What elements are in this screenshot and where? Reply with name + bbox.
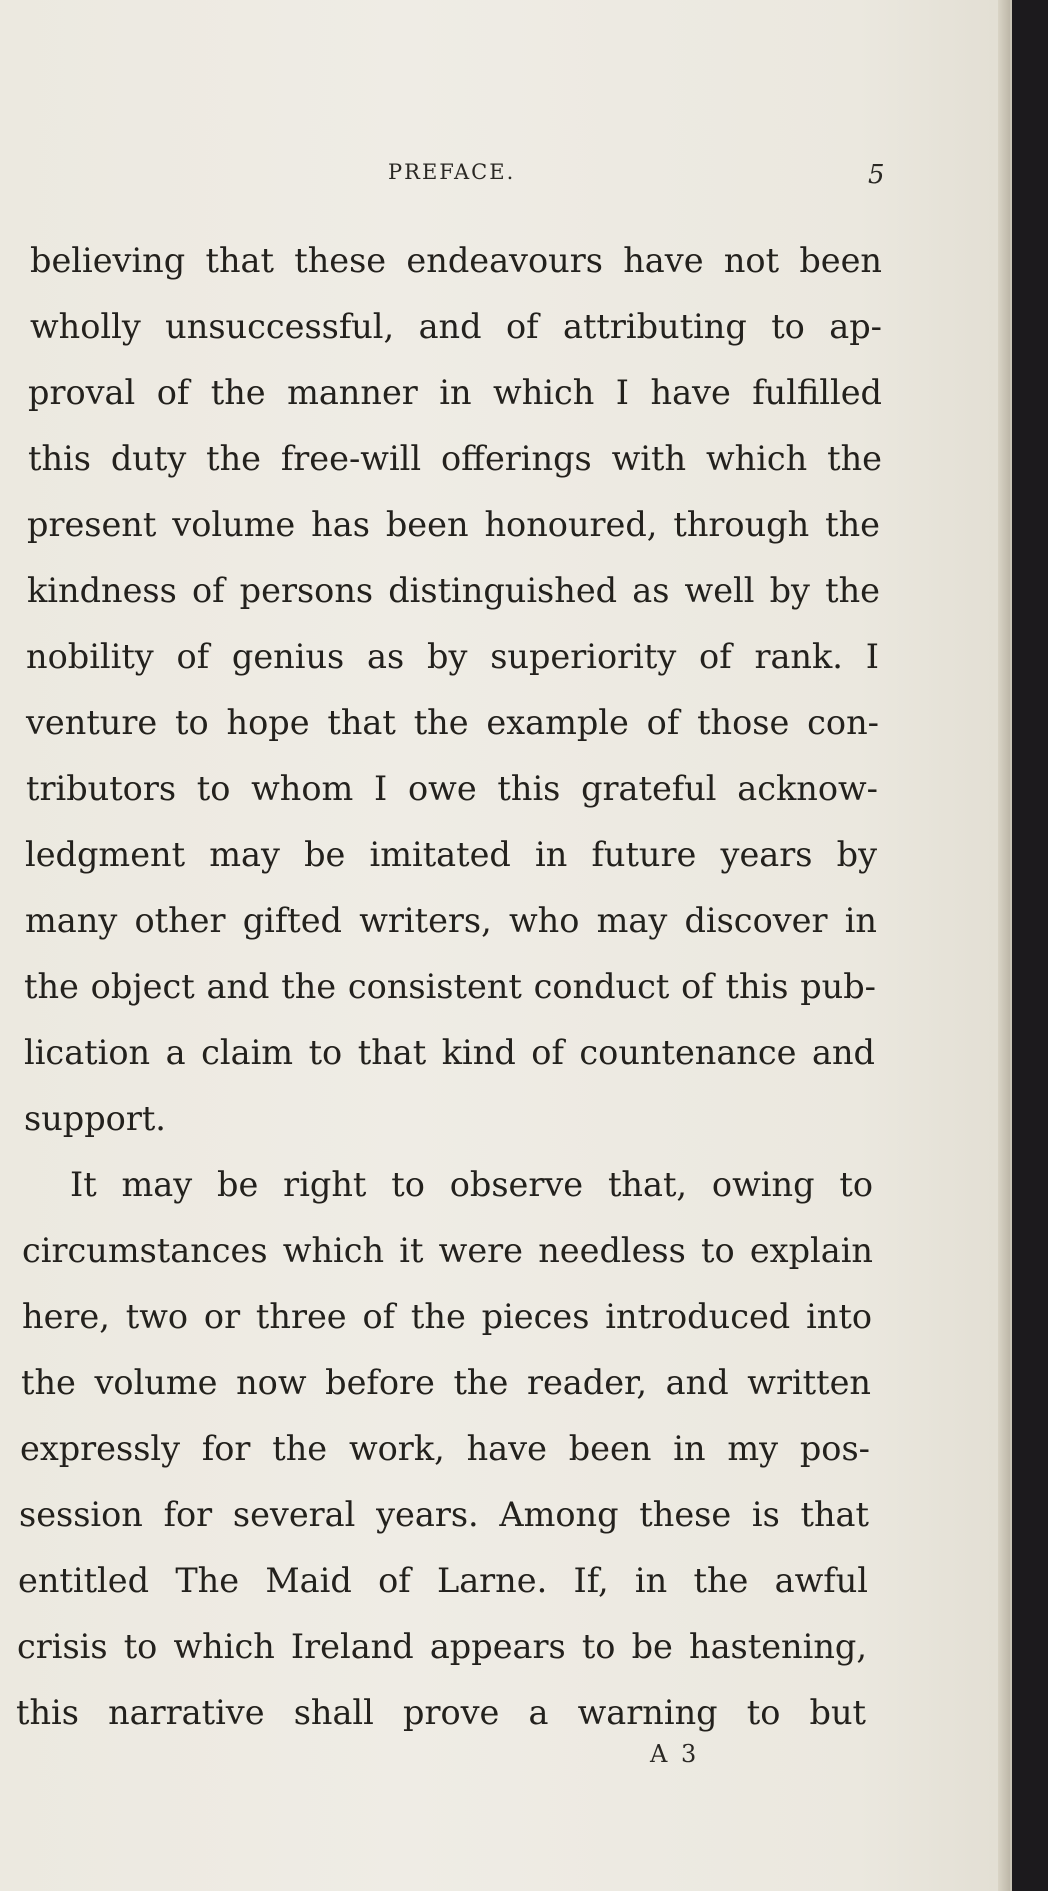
text-line: proval of the manner in which I have fulfilled: [28, 373, 882, 412]
text-line: kindness of persons distinguished as well by the: [27, 571, 880, 610]
signature-mark: A 3: [650, 1740, 700, 1768]
text-line: ledgment may be imitated in future years by: [25, 835, 877, 874]
page-edge: [998, 0, 1010, 1891]
page-number: 5: [868, 160, 885, 190]
text-line: lication a claim to that kind of countenance and: [24, 1033, 875, 1072]
text-line: tributors to whom I owe this grateful acknow-: [26, 769, 878, 808]
text-line: nobility of genius as by superiority of rank. I: [26, 637, 879, 676]
text-line: believing that these endeavours have not been: [30, 241, 882, 280]
text-line: this duty the free-will offerings with which the: [28, 439, 882, 478]
text-line: this narrative shall prove a warning to but: [16, 1693, 866, 1732]
text-line: crisis to which Ireland appears to be hastening,: [17, 1627, 867, 1666]
running-title: PREFACE.: [388, 160, 516, 184]
text-line: the volume now before the reader, and written: [21, 1363, 871, 1402]
text-line: It may be right to observe that, owing to: [70, 1165, 873, 1204]
text-line: many other gifted writers, who may discover in: [25, 901, 877, 940]
text-line: present volume has been honoured, through the: [27, 505, 880, 544]
text-line: session for several years. Among these is that: [19, 1495, 869, 1534]
running-head: [0, 160, 1012, 200]
text-line: expressly for the work, have been in my pos-: [20, 1429, 870, 1468]
text-line: entitled The Maid of Larne. If, in the awful: [18, 1561, 868, 1600]
text-line: the object and the consistent conduct of this pub-: [24, 967, 876, 1006]
text-line: circumstances which it were needless to explain: [22, 1231, 873, 1270]
text-line: here, two or three of the pieces introduced into: [22, 1297, 872, 1336]
text-line: support.: [24, 1099, 166, 1138]
text-line: wholly unsuccessful, and of attributing to ap-: [30, 307, 882, 346]
text-line: venture to hope that the example of those con-: [26, 703, 879, 742]
